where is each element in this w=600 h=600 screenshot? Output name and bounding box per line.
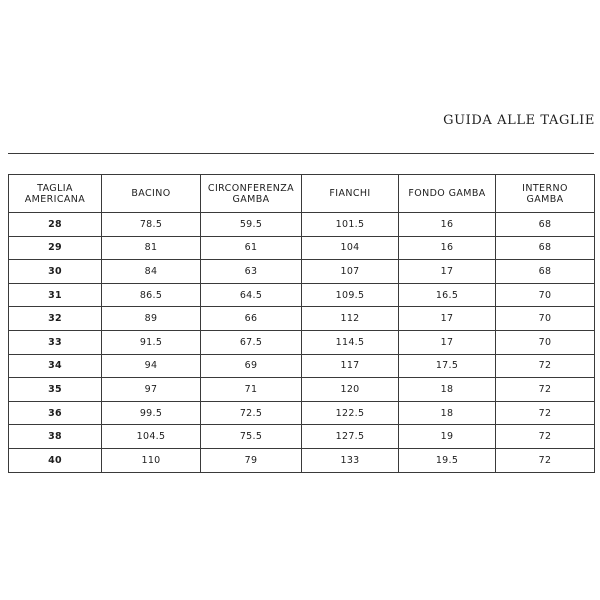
hips-cell: 112 bbox=[302, 307, 399, 331]
size-cell: 28 bbox=[9, 213, 102, 237]
hips-cell: 114.5 bbox=[302, 330, 399, 354]
inseam-cell: 72 bbox=[496, 401, 595, 425]
table-row bbox=[9, 378, 595, 402]
leg-opening-cell: 17 bbox=[399, 307, 496, 331]
waist-cell: 81 bbox=[102, 236, 201, 260]
header-waist: BACINO bbox=[102, 175, 201, 213]
table-row bbox=[9, 354, 595, 378]
thigh-cell: 64.5 bbox=[201, 283, 302, 307]
hips-cell: 122.5 bbox=[302, 401, 399, 425]
table-row bbox=[9, 283, 595, 307]
thigh-cell: 67.5 bbox=[201, 330, 302, 354]
header-leg-opening: FONDO GAMBA bbox=[399, 175, 496, 213]
title-divider bbox=[8, 153, 594, 154]
hips-cell: 101.5 bbox=[302, 213, 399, 237]
waist-cell: 78.5 bbox=[102, 213, 201, 237]
waist-cell: 84 bbox=[102, 260, 201, 284]
size-cell: 32 bbox=[9, 307, 102, 331]
leg-opening-cell: 16 bbox=[399, 236, 496, 260]
inseam-cell: 72 bbox=[496, 448, 595, 472]
leg-opening-cell: 17 bbox=[399, 260, 496, 284]
waist-cell: 99.5 bbox=[102, 401, 201, 425]
size-cell: 34 bbox=[9, 354, 102, 378]
table-row bbox=[9, 236, 595, 260]
size-cell: 36 bbox=[9, 401, 102, 425]
thigh-cell: 59.5 bbox=[201, 213, 302, 237]
hips-cell: 120 bbox=[302, 378, 399, 402]
thigh-cell: 63 bbox=[201, 260, 302, 284]
hips-cell: 104 bbox=[302, 236, 399, 260]
hips-cell: 117 bbox=[302, 354, 399, 378]
leg-opening-cell: 16 bbox=[399, 213, 496, 237]
leg-opening-cell: 17.5 bbox=[399, 354, 496, 378]
header-inseam: INTERNO GAMBA bbox=[496, 175, 595, 213]
inseam-cell: 72 bbox=[496, 354, 595, 378]
leg-opening-cell: 19 bbox=[399, 425, 496, 449]
table-row bbox=[9, 307, 595, 331]
waist-cell: 104.5 bbox=[102, 425, 201, 449]
size-cell: 29 bbox=[9, 236, 102, 260]
thigh-cell: 72.5 bbox=[201, 401, 302, 425]
inseam-cell: 72 bbox=[496, 378, 595, 402]
table-row bbox=[9, 401, 595, 425]
hips-cell: 109.5 bbox=[302, 283, 399, 307]
inseam-cell: 70 bbox=[496, 330, 595, 354]
inseam-cell: 72 bbox=[496, 425, 595, 449]
size-cell: 38 bbox=[9, 425, 102, 449]
size-cell: 30 bbox=[9, 260, 102, 284]
waist-cell: 97 bbox=[102, 378, 201, 402]
thigh-cell: 71 bbox=[201, 378, 302, 402]
hips-cell: 133 bbox=[302, 448, 399, 472]
thigh-cell: 79 bbox=[201, 448, 302, 472]
size-table bbox=[8, 174, 595, 473]
thigh-cell: 75.5 bbox=[201, 425, 302, 449]
header-hips: FIANCHI bbox=[302, 175, 399, 213]
size-cell: 40 bbox=[9, 448, 102, 472]
waist-cell: 89 bbox=[102, 307, 201, 331]
size-cell: 31 bbox=[9, 283, 102, 307]
table-row bbox=[9, 330, 595, 354]
leg-opening-cell: 17 bbox=[399, 330, 496, 354]
hips-cell: 127.5 bbox=[302, 425, 399, 449]
thigh-cell: 69 bbox=[201, 354, 302, 378]
table-row bbox=[9, 213, 595, 237]
waist-cell: 86.5 bbox=[102, 283, 201, 307]
header-us-size: TAGLIA AMERICANA bbox=[9, 175, 102, 213]
page-title: GUIDA ALLE TAGLIE bbox=[443, 113, 595, 128]
thigh-cell: 66 bbox=[201, 307, 302, 331]
leg-opening-cell: 16.5 bbox=[399, 283, 496, 307]
inseam-cell: 68 bbox=[496, 213, 595, 237]
thigh-cell: 61 bbox=[201, 236, 302, 260]
leg-opening-cell: 18 bbox=[399, 378, 496, 402]
table-row bbox=[9, 448, 595, 472]
inseam-cell: 70 bbox=[496, 283, 595, 307]
header-thigh: CIRCONFERENZA GAMBA bbox=[201, 175, 302, 213]
hips-cell: 107 bbox=[302, 260, 399, 284]
leg-opening-cell: 19.5 bbox=[399, 448, 496, 472]
waist-cell: 110 bbox=[102, 448, 201, 472]
size-cell: 35 bbox=[9, 378, 102, 402]
waist-cell: 94 bbox=[102, 354, 201, 378]
table-row bbox=[9, 260, 595, 284]
inseam-cell: 68 bbox=[496, 236, 595, 260]
inseam-cell: 68 bbox=[496, 260, 595, 284]
size-cell: 33 bbox=[9, 330, 102, 354]
leg-opening-cell: 18 bbox=[399, 401, 496, 425]
table-header-row bbox=[9, 175, 595, 213]
waist-cell: 91.5 bbox=[102, 330, 201, 354]
inseam-cell: 70 bbox=[496, 307, 595, 331]
table-row bbox=[9, 425, 595, 449]
